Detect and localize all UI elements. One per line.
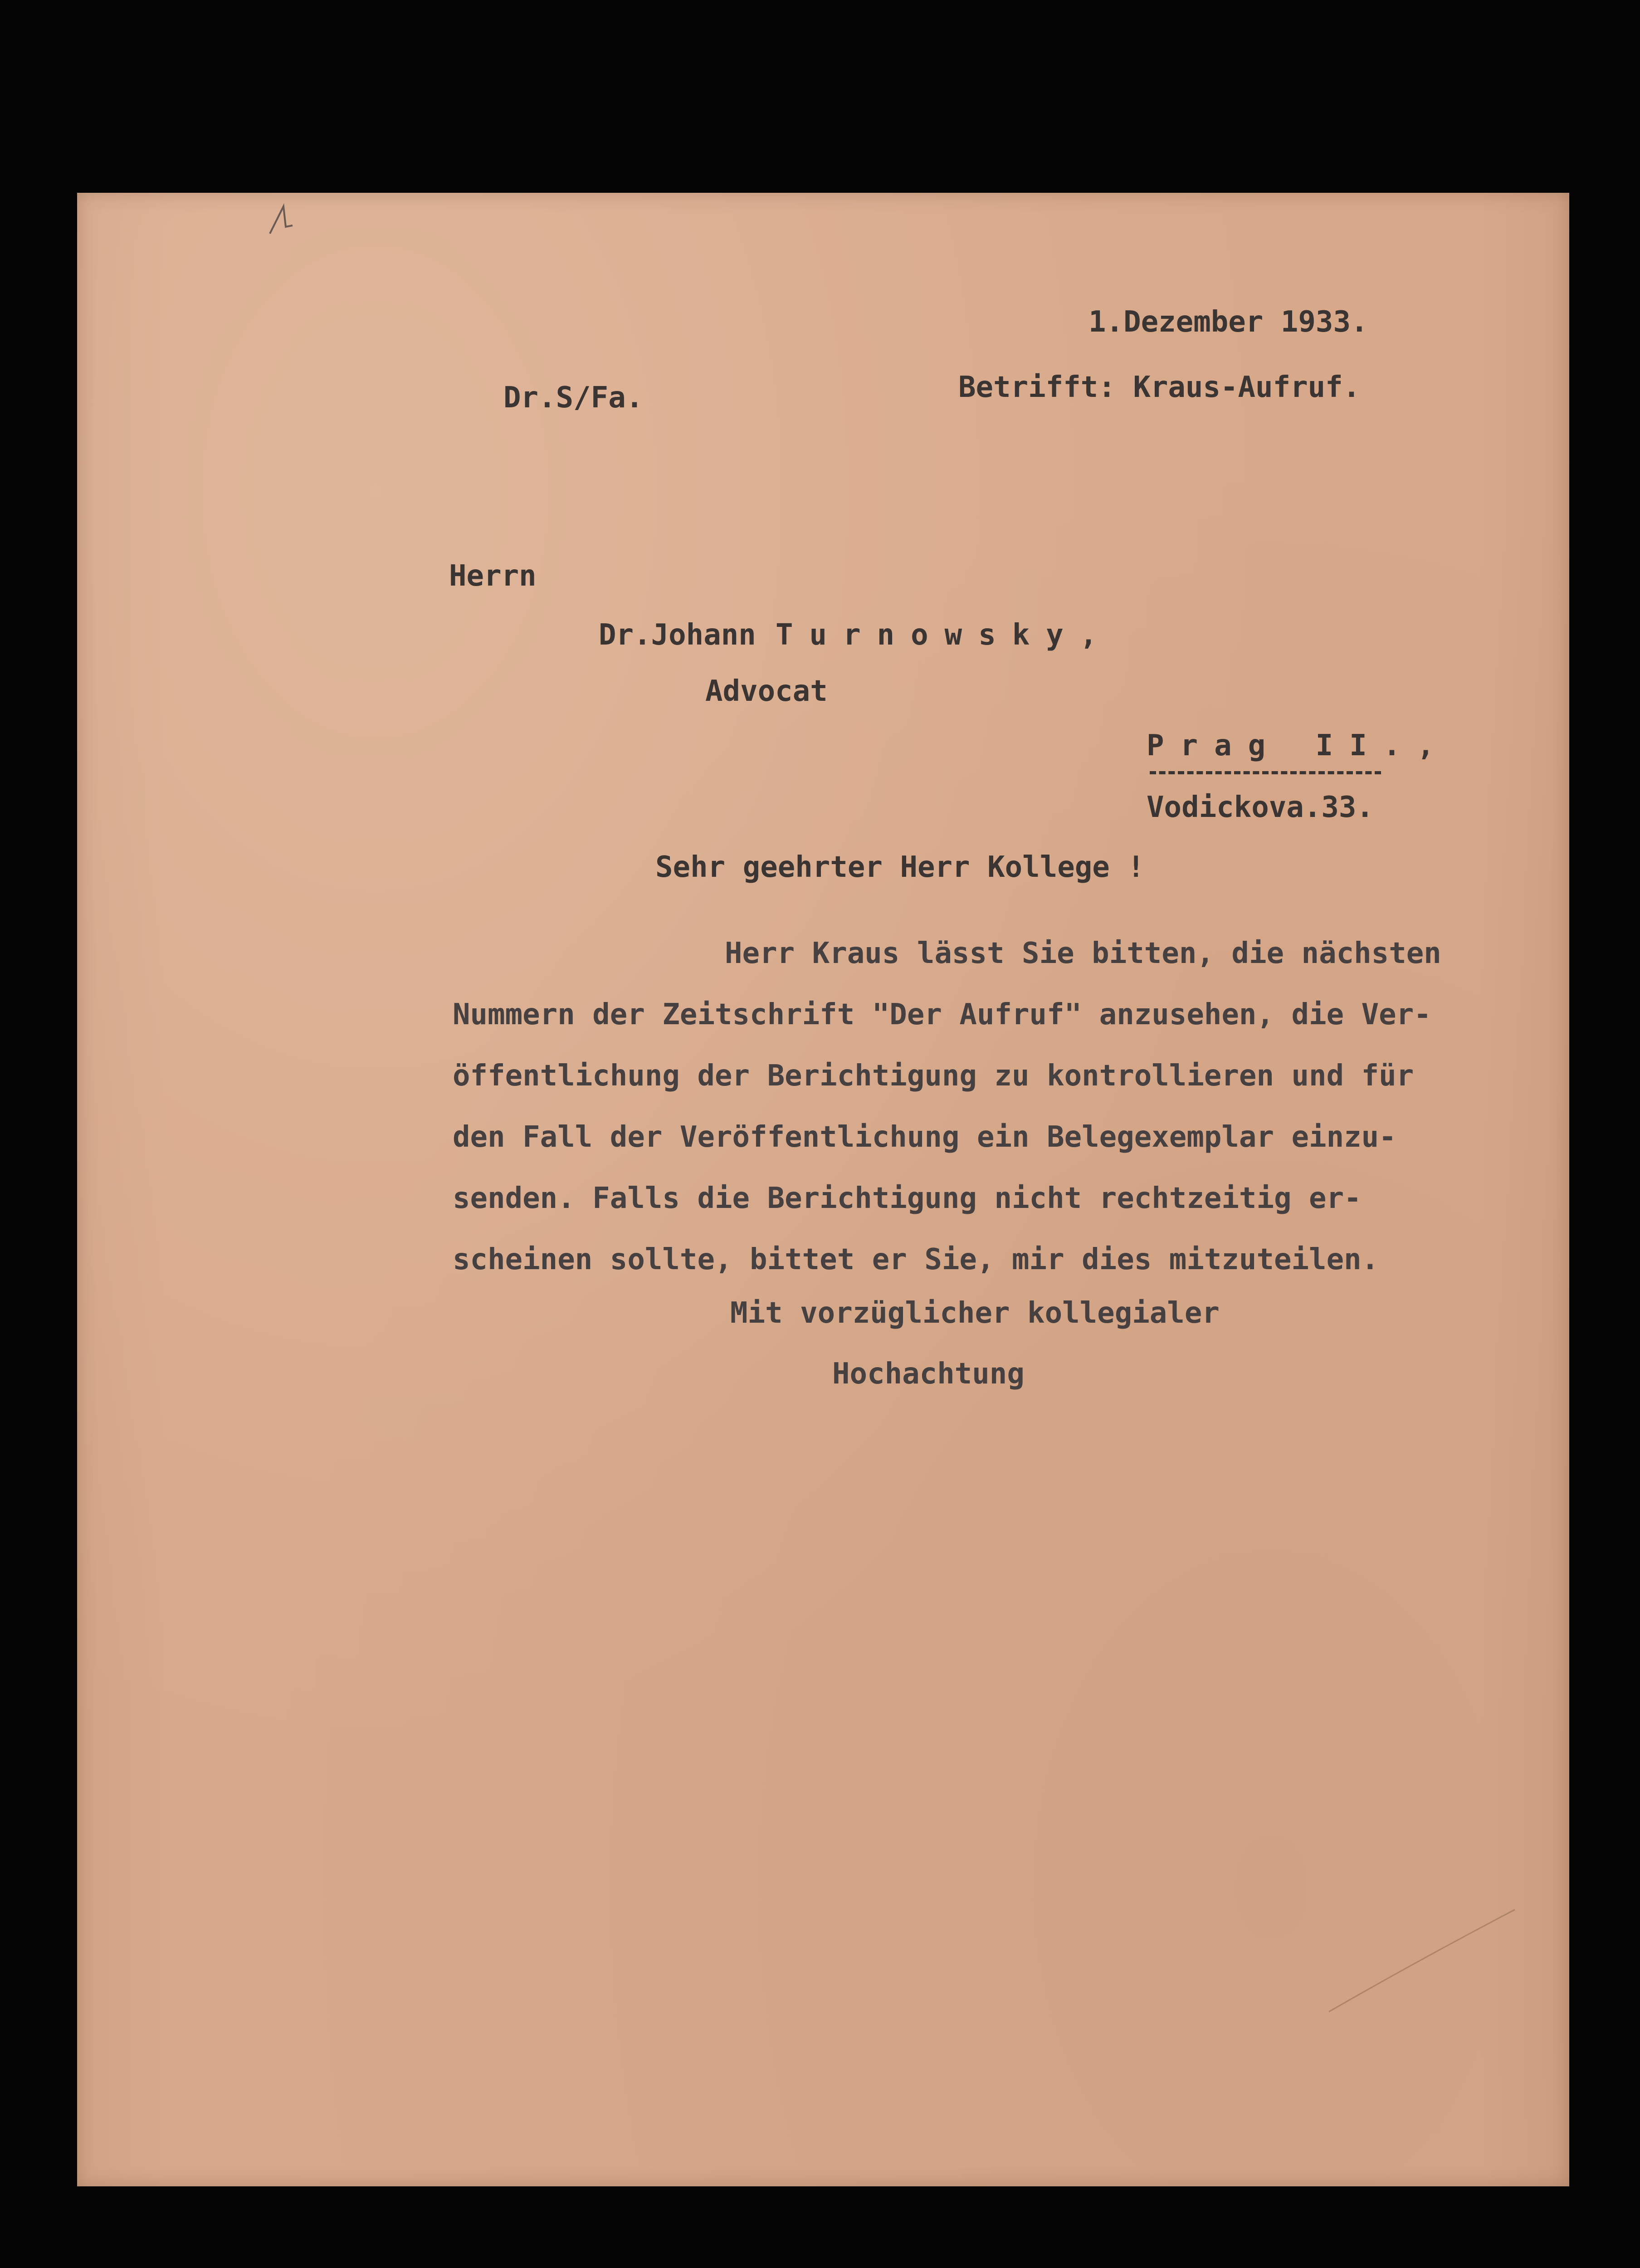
body-line: scheinen sollte, bittet er Sie, mir dies mitzuteilen. [453,1243,1379,1276]
subject-line: Betrifft: Kraus-Aufruf. [958,371,1361,404]
reference-code: Dr.S/Fa. [503,381,644,415]
city-underline [1150,771,1381,774]
body-line: öffentlichung der Berichtigung zu kontrollieren und für [453,1059,1414,1093]
paper-crease [1329,1905,1519,2014]
body-line: Nummern der Zeitschrift "Der Aufruf" anzusehen, die Ver- [453,998,1431,1031]
letter-date: 1.Dezember 1933. [1088,305,1368,339]
body-line: senden. Falls die Berichtigung nicht rechtzeitig er- [453,1182,1362,1215]
recipient-name-prefix: Dr.Johann [599,618,756,652]
recipient-profession: Advocat [705,675,828,708]
recipient-city: Prag II., [1147,729,1451,763]
body-line: den Fall der Veröffentlichung ein Belegexemplar einzu- [453,1120,1396,1154]
recipient-salutation: Herrn [449,559,537,593]
recipient-name-surname: Turnowsky, [776,618,1114,652]
closing-signoff: Hochachtung [832,1357,1025,1391]
recipient-street: Vodickova.33. [1147,791,1374,824]
closing-line: Mit vorzüglicher kollegialer [730,1296,1220,1330]
pencil-folio-mark [265,202,297,243]
greeting: Sehr geehrter Herr Kollege ! [655,850,1145,884]
body-line: Herr Kraus lässt Sie bitten, die nächsten [725,937,1441,970]
